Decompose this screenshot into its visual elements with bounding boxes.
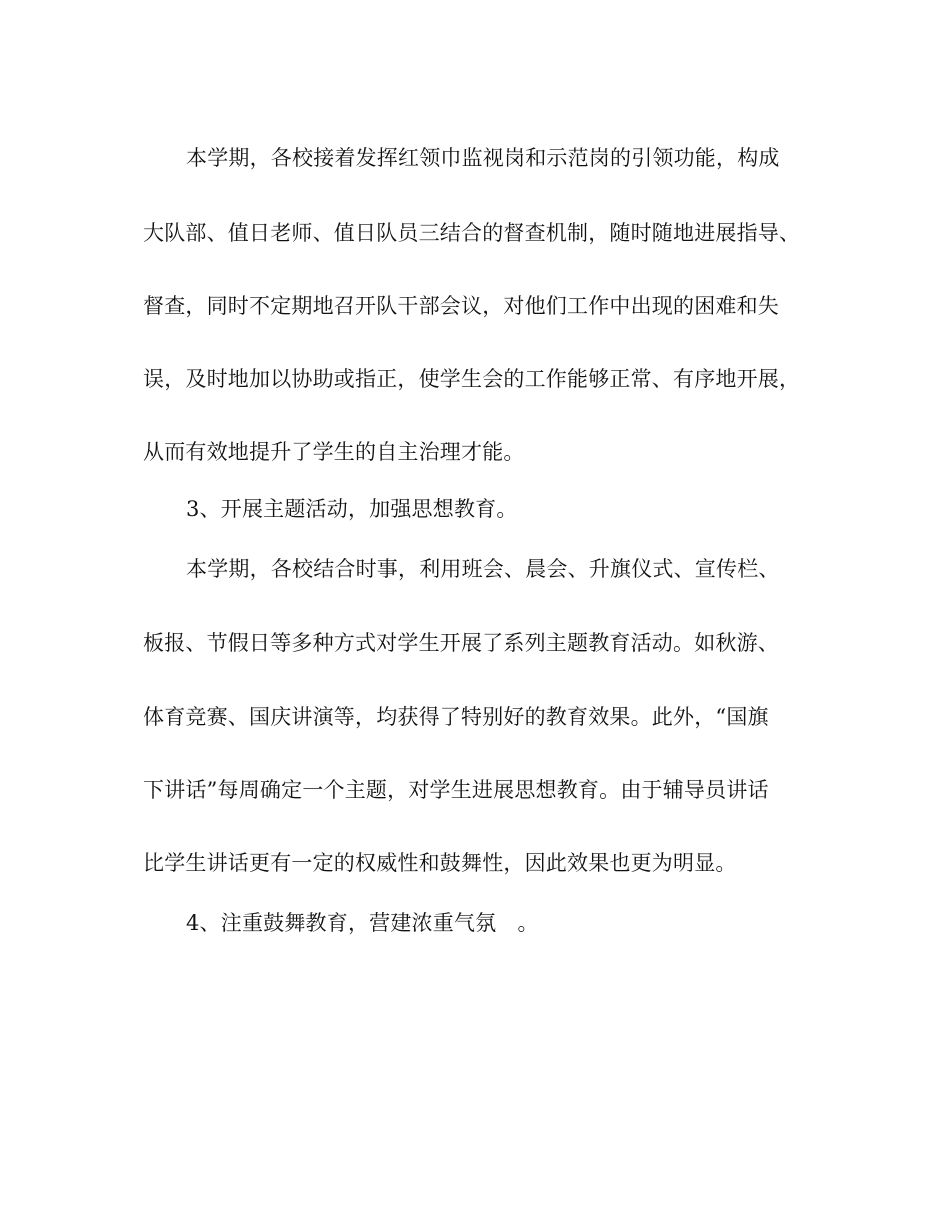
paragraph-line: 比学生讲话更有一定的权威性和鼓舞性，因此效果也更为明显。 (143, 851, 737, 875)
paragraph-line: 本学期，各校接着发挥红领巾监视岗和示范岗的引领功能，构成 (186, 146, 780, 170)
paragraph-line: 从而有效地提升了学生的自主治理才能。 (143, 440, 525, 464)
section-heading: 4、注重鼓舞教育，营建浓重气氛 。 (186, 911, 539, 935)
paragraph-line: 误，及时地加以协助或指正，使学生会的工作能够正常、有序地开展， (143, 367, 801, 391)
paragraph-line: 督查，同时不定期地召开队干部会议，对他们工作中出现的困难和失 (143, 294, 779, 318)
paragraph-line: 板报、节假日等多种方式对学生开展了系列主题教育活动。如秋游、 (143, 631, 779, 655)
paragraph-line: 体育竞赛、国庆讲演等，均获得了特别好的教育效果。此外，“国旗 (143, 705, 769, 729)
paragraph-line: 下讲话”每周确定一个主题，对学生进展思想教育。由于辅导员讲话 (143, 778, 769, 802)
paragraph-line: 本学期，各校结合时事，利用班会、晨会、升旗仪式、宣传栏、 (186, 557, 780, 581)
paragraph-line: 大队部、值日老师、值日队员三结合的督查机制，随时随地进展指导、 (143, 221, 801, 245)
section-heading: 3、开展主题活动，加强思想教育。 (186, 497, 518, 521)
